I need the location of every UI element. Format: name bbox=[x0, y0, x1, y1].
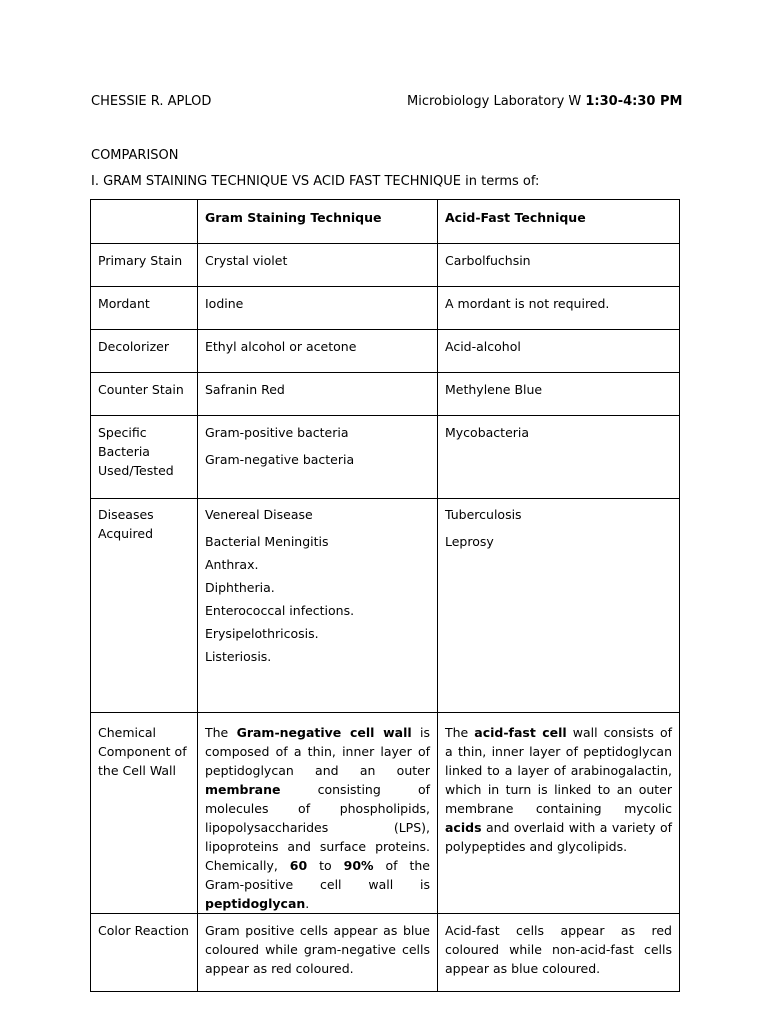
table-row bbox=[91, 416, 680, 499]
list-item: Leprosy bbox=[445, 534, 494, 549]
text-run: is composed of a thin, inner layer of peptidoglycan and an outer bbox=[205, 725, 430, 778]
text-run: The bbox=[205, 725, 237, 740]
row-label-color-reaction: Color Reaction bbox=[91, 914, 198, 992]
table-row bbox=[91, 713, 680, 914]
header-cell-empty bbox=[91, 200, 198, 244]
section-label: COMPARISON bbox=[91, 148, 179, 163]
acid-cell-wall bbox=[438, 713, 680, 914]
list-item: Enterococcal infections. bbox=[205, 603, 355, 618]
acid-color-reaction: Acid-fast cells appear as red coloured while non-acid-fast cells appear as blue coloured. bbox=[438, 914, 680, 992]
table-row bbox=[91, 330, 680, 373]
bold-run: peptidoglycan bbox=[205, 896, 306, 911]
course-name: Microbiology Laboratory W bbox=[407, 94, 586, 109]
course-time: 1:30-4:30 PM bbox=[585, 94, 683, 109]
text-run: consisting of molecules of phospholipids, lipopolysaccharides (LPS), lipoproteins and surface proteins. Chemically, bbox=[205, 782, 430, 873]
row-label-mordant: Mordant bbox=[91, 287, 198, 330]
list-item: Gram-positive bacteria bbox=[205, 425, 349, 440]
row-label-counter-stain: Counter Stain bbox=[91, 373, 198, 416]
course-info bbox=[407, 94, 682, 109]
list-item: Bacterial Meningitis bbox=[205, 534, 329, 549]
acid-primary-stain: Carbolfuchsin bbox=[438, 244, 680, 287]
table-header-row bbox=[91, 200, 680, 244]
gram-decolorizer: Ethyl alcohol or acetone bbox=[198, 330, 438, 373]
gram-cell-wall bbox=[198, 713, 438, 914]
gram-primary-stain: Crystal violet bbox=[198, 244, 438, 287]
bold-run: 60 bbox=[289, 858, 308, 873]
header-acid: Acid-Fast Technique bbox=[438, 200, 680, 244]
list-item: Venereal Disease bbox=[205, 507, 313, 522]
row-label-primary-stain: Primary Stain bbox=[91, 244, 198, 287]
gram-color-reaction: Gram positive cells appear as blue coloured while gram-negative cells appear as red coloured. bbox=[198, 914, 438, 992]
bold-run: Gram-negative cell wall bbox=[236, 725, 412, 740]
gram-mordant: Iodine bbox=[198, 287, 438, 330]
gram-bacteria bbox=[198, 416, 438, 499]
bold-run: acids bbox=[445, 820, 482, 835]
acid-counter-stain: Methylene Blue bbox=[438, 373, 680, 416]
bold-run: membrane bbox=[205, 782, 281, 797]
table-row bbox=[91, 373, 680, 416]
text-run: The bbox=[445, 725, 475, 740]
table-row bbox=[91, 499, 680, 713]
list-item: Anthrax. bbox=[205, 557, 259, 572]
text-run: wall consists of a thin, inner layer of peptidoglycan linked to a layer of arabinogalactin, which in turn is linked to an outer membrane containing mycolic bbox=[445, 725, 672, 816]
row-label-bacteria: Specific Bacteria Used/Tested bbox=[91, 416, 198, 499]
text-run: and overlaid with a variety of polypeptides and glycolipids. bbox=[445, 820, 672, 854]
row-label-decolorizer: Decolorizer bbox=[91, 330, 198, 373]
list-item: Listeriosis. bbox=[205, 649, 272, 664]
row-label-cell-wall: Chemical Component of the Cell Wall bbox=[91, 713, 198, 914]
section-heading: I. GRAM STAINING TECHNIQUE VS ACID FAST TECHNIQUE in terms of: bbox=[91, 174, 540, 189]
text-run: . bbox=[305, 896, 310, 911]
bold-run: acid-fast cell bbox=[474, 725, 567, 740]
table-row bbox=[91, 287, 680, 330]
acid-decolorizer: Acid-alcohol bbox=[438, 330, 680, 373]
bold-run: 90% bbox=[343, 858, 374, 873]
acid-bacteria: Mycobacteria bbox=[438, 416, 680, 499]
acid-diseases bbox=[438, 499, 680, 713]
text-run: to bbox=[307, 858, 344, 873]
author-name: CHESSIE R. APLOD bbox=[91, 94, 212, 109]
header-gram: Gram Staining Technique bbox=[198, 200, 438, 244]
list-item: Diphtheria. bbox=[205, 580, 275, 595]
comparison-table bbox=[90, 199, 680, 992]
list-item: Tuberculosis bbox=[445, 507, 522, 522]
text-run: of the Gram-positive cell wall is bbox=[205, 858, 430, 892]
list-item: Erysipelothricosis. bbox=[205, 626, 319, 641]
gram-diseases bbox=[198, 499, 438, 713]
row-label-diseases: Diseases Acquired bbox=[91, 499, 198, 713]
table-row bbox=[91, 914, 680, 992]
acid-mordant: A mordant is not required. bbox=[438, 287, 680, 330]
gram-counter-stain: Safranin Red bbox=[198, 373, 438, 416]
list-item: Gram-negative bacteria bbox=[205, 452, 355, 467]
table-row bbox=[91, 244, 680, 287]
